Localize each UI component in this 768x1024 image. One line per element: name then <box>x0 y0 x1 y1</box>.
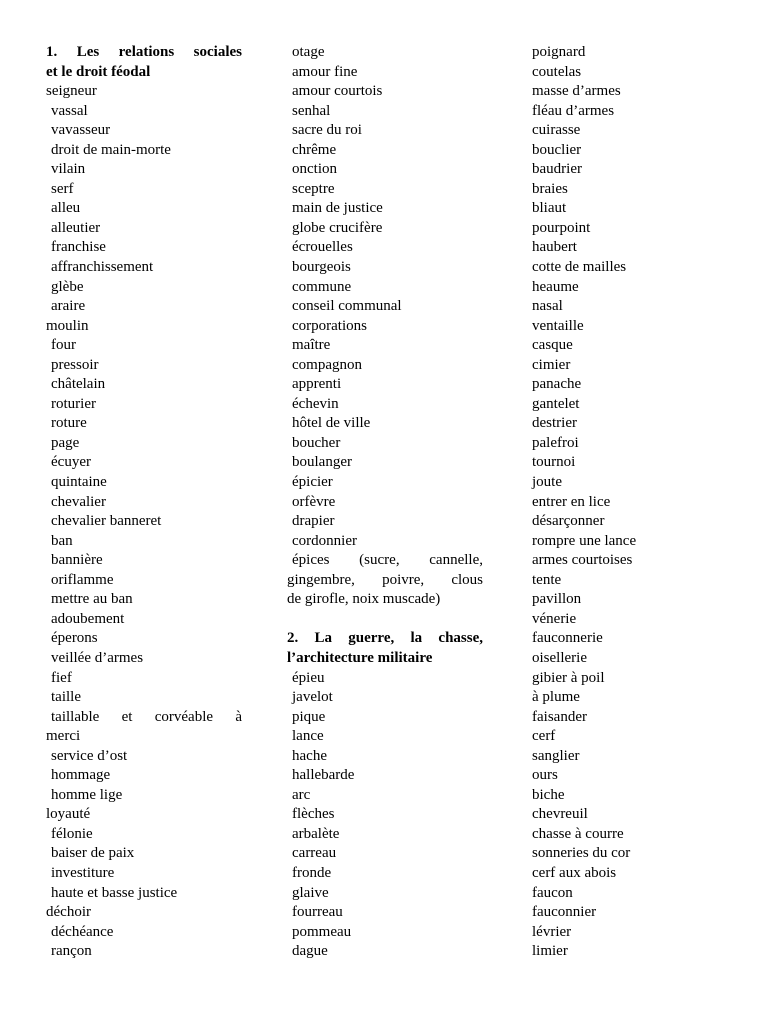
list-item: quintaine <box>51 474 107 491</box>
list-item: hache <box>292 747 327 764</box>
list-item: oisellerie <box>532 649 587 666</box>
list-item: pommeau <box>292 923 352 940</box>
list-item: écuyer <box>51 454 91 471</box>
list-item: arbalète <box>292 825 340 842</box>
list-item: biche <box>532 786 565 803</box>
list-item: boulanger <box>292 454 352 471</box>
list-item: araire <box>51 298 86 315</box>
list-item: maître <box>292 337 331 354</box>
section-heading: l’architecture militaire <box>287 649 433 666</box>
list-item: faisander <box>532 708 587 725</box>
list-item: mettre au ban <box>51 591 133 608</box>
list-item: cotte de mailles <box>532 259 627 276</box>
list-item: haubert <box>532 239 577 256</box>
list-item: bannière <box>51 552 103 569</box>
list-item: coutelas <box>532 63 582 80</box>
section-heading: 2. La guerre, la chasse, <box>287 630 483 647</box>
list-item: veillée d’armes <box>51 649 144 666</box>
list-item: chevalier banneret <box>51 513 162 530</box>
list-item: dague <box>292 943 328 960</box>
section-heading: 1. Les relations sociales <box>46 44 242 60</box>
list-item: ours <box>532 767 558 784</box>
list-item: châtelain <box>51 376 106 393</box>
list-item: senhal <box>292 102 331 119</box>
list-item: flèches <box>292 806 335 823</box>
column-3 <box>532 43 732 962</box>
list-item: seigneur <box>46 83 97 100</box>
list-item: droit de main-morte <box>51 141 171 158</box>
list-item: hallebarde <box>292 767 355 784</box>
list-item: lance <box>292 728 324 745</box>
list-item: compagnon <box>292 356 362 373</box>
list-item: affranchissement <box>51 259 154 276</box>
list-item: gingembre, poivre, clous <box>287 571 483 588</box>
list-item: chasse à courre <box>532 825 624 842</box>
list-item: otage <box>292 44 325 60</box>
list-item: de girofle, noix muscade) <box>287 591 441 608</box>
list-item: rançon <box>51 943 92 960</box>
list-item: amour fine <box>292 63 358 80</box>
list-item: fléau d’armes <box>532 102 615 119</box>
list-item: armes courtoises <box>532 552 633 569</box>
list-item: onction <box>292 161 337 178</box>
list-item: gantelet <box>532 395 580 412</box>
list-item: éperons <box>51 630 98 647</box>
list-item: déchéance <box>51 923 114 940</box>
blank-line <box>287 610 483 630</box>
list-item: globe crucifère <box>292 219 383 236</box>
list-item: baudrier <box>532 161 582 178</box>
list-item: page <box>51 434 80 451</box>
list-item: pourpoint <box>532 219 591 236</box>
list-item: fauconnerie <box>532 630 603 647</box>
list-item: corporations <box>292 317 367 334</box>
list-item: bouclier <box>532 141 582 158</box>
list-item: glèbe <box>51 278 84 295</box>
column-1 <box>46 43 242 962</box>
list-item: rompre une lance <box>532 532 637 549</box>
list-item: faucon <box>532 884 573 901</box>
list-item: destrier <box>532 415 577 432</box>
list-item: tournoi <box>532 454 576 471</box>
list-item: chevalier <box>51 493 106 510</box>
list-item: investiture <box>51 864 115 881</box>
list-item: panache <box>532 376 582 393</box>
list-item: cuirasse <box>532 122 581 139</box>
list-item: carreau <box>292 845 337 862</box>
list-item: épicier <box>292 474 333 491</box>
list-item: échevin <box>292 395 339 412</box>
list-item: chevreuil <box>532 806 588 823</box>
list-item: sonneries du cor <box>532 845 631 862</box>
list-item: braies <box>532 180 568 197</box>
list-item: taillable et corvéable à <box>51 708 242 725</box>
list-item: baiser de paix <box>51 845 135 862</box>
list-item: vilain <box>51 161 86 178</box>
list-item: service d’ost <box>51 747 128 764</box>
list-item: bliaut <box>532 200 567 217</box>
list-item: gibier à poil <box>532 669 605 686</box>
list-item: serf <box>51 180 74 197</box>
list-item: hôtel de ville <box>292 415 371 432</box>
list-item: apprenti <box>292 376 342 393</box>
list-item: nasal <box>532 298 563 315</box>
list-item: homme lige <box>51 786 123 803</box>
list-item: drapier <box>292 513 335 530</box>
list-item: cerf <box>532 728 556 745</box>
list-item: lévrier <box>532 923 572 940</box>
list-item: casque <box>532 337 573 354</box>
list-item: cordonnier <box>292 532 357 549</box>
list-item: roture <box>51 415 87 432</box>
list-item: vassal <box>51 102 88 119</box>
list-item: javelot <box>292 689 333 706</box>
list-item: franchise <box>51 239 106 256</box>
list-item: ventaille <box>532 317 584 334</box>
list-item: four <box>51 337 76 354</box>
list-item: amour courtois <box>292 83 383 100</box>
list-item: alleutier <box>51 219 101 236</box>
list-item: félonie <box>51 825 93 842</box>
list-item: arc <box>292 786 311 803</box>
list-item: sacre du roi <box>292 122 362 139</box>
list-item: limier <box>532 943 568 960</box>
list-item: épieu <box>292 669 325 686</box>
list-item: vénerie <box>532 610 577 627</box>
list-item: moulin <box>46 317 89 334</box>
list-item: hommage <box>51 767 111 784</box>
list-item: haute et basse justice <box>51 884 178 901</box>
list-item: fourreau <box>292 904 343 921</box>
list-item: fief <box>51 669 72 686</box>
list-item: entrer en lice <box>532 493 611 510</box>
list-item: fauconnier <box>532 904 597 921</box>
list-item: tente <box>532 571 562 588</box>
list-item: déchoir <box>46 904 91 921</box>
list-item: sanglier <box>532 747 580 764</box>
list-item: masse d’armes <box>532 83 621 100</box>
list-item: loyauté <box>46 806 91 823</box>
list-item: pressoir <box>51 356 99 373</box>
list-item: boucher <box>292 434 341 451</box>
list-item: à plume <box>532 689 580 706</box>
list-item: fronde <box>292 864 332 881</box>
list-item: palefroi <box>532 434 579 451</box>
list-item: vavasseur <box>51 122 111 139</box>
list-item: désarçonner <box>532 513 605 530</box>
list-item: poignard <box>532 44 586 60</box>
list-item: orfèvre <box>292 493 336 510</box>
list-item: écrouelles <box>292 239 353 256</box>
list-item: joute <box>532 474 562 491</box>
list-item: merci <box>46 728 81 745</box>
list-item: oriflamme <box>51 571 114 588</box>
list-item: roturier <box>51 395 96 412</box>
list-item: cerf aux abois <box>532 864 617 881</box>
list-item: chrême <box>292 141 337 158</box>
list-item: bourgeois <box>292 259 351 276</box>
list-item: pavillon <box>532 591 582 608</box>
list-item: main de justice <box>292 200 383 217</box>
list-item: glaive <box>292 884 329 901</box>
section-heading: et le droit féodal <box>46 63 151 80</box>
list-item: commune <box>292 278 352 295</box>
column-2 <box>287 43 483 962</box>
list-item: heaume <box>532 278 579 295</box>
list-item: conseil communal <box>292 298 402 315</box>
list-item: sceptre <box>292 180 335 197</box>
list-item: épices (sucre, cannelle, <box>292 552 483 569</box>
list-item: alleu <box>51 200 81 217</box>
list-item: pique <box>292 708 326 725</box>
list-item: taille <box>51 689 81 706</box>
list-item: ban <box>51 532 73 549</box>
list-item: cimier <box>532 356 571 373</box>
list-item: adoubement <box>51 610 125 627</box>
